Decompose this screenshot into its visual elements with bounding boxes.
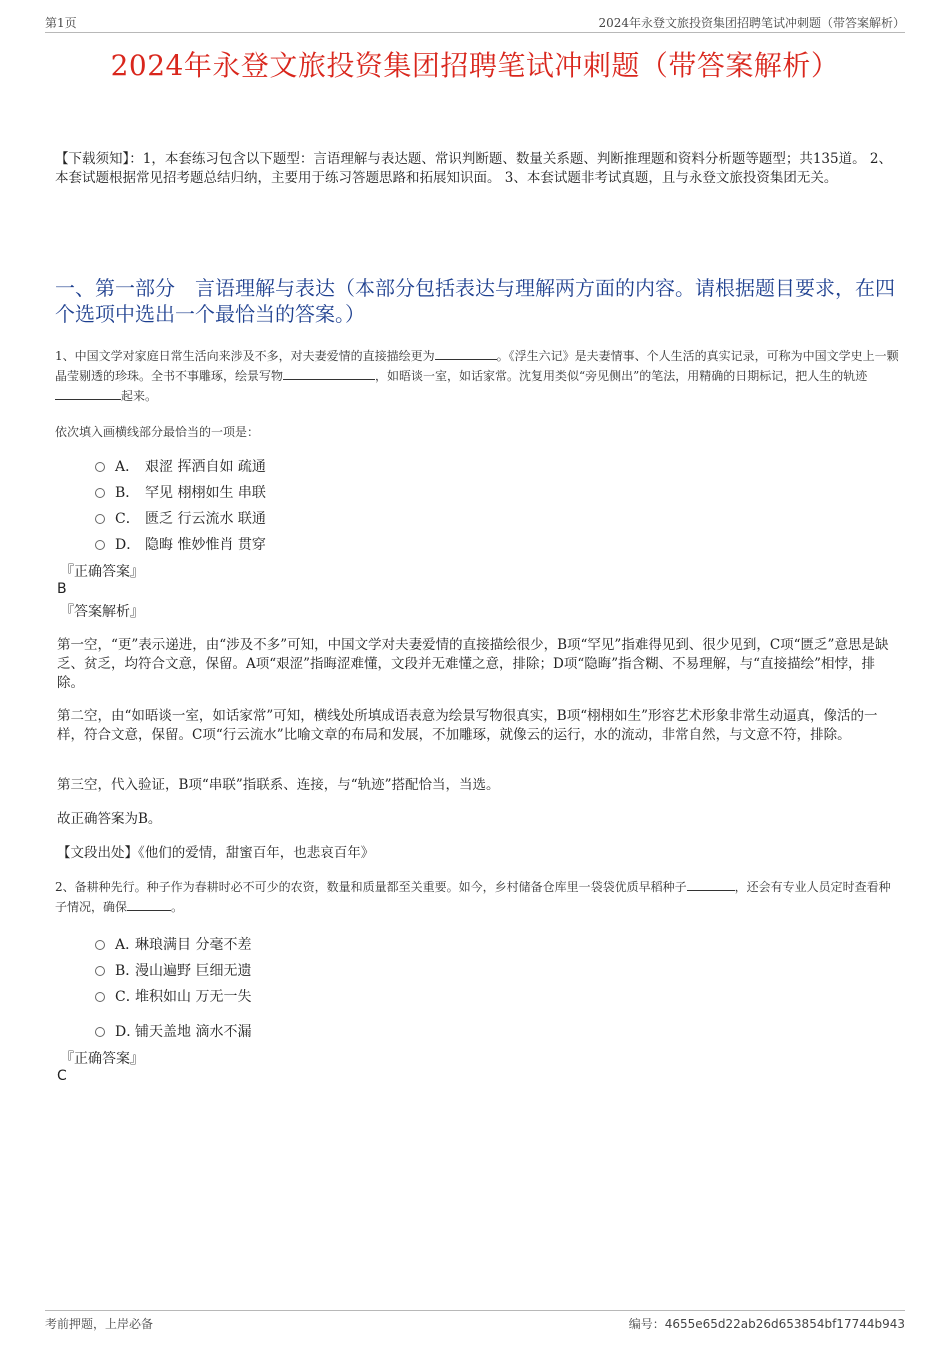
question-2-stem: 2、备耕种先行。种子作为春耕时必不可少的农资，数量和质量都至关重要。如今，乡村储备仓库里一袋袋优质早稻种子 ，还会有专业人员定时查看种子情况，确保 。	[55, 877, 900, 917]
document-title: 2024年永登文旅投资集团招聘笔试冲刺题（带答案解析）	[110, 49, 840, 82]
fill-blank	[55, 386, 121, 400]
download-notice: 【下载须知】：1，本套练习包含以下题型：言语理解与表达题、常识判断题、数量关系题、判断推理题和资料分析题等题型；共135道。 2、本套试题根据常见招考题总结归纳，主要用于练习答题思路和拓展知识面。 3、本套试题非考试真题，且与永登文旅投资集团无关。	[55, 151, 892, 186]
question-1-instruction: 依次填入画横线部分最恰当的一项是：	[55, 425, 260, 439]
radio-button[interactable]	[95, 1027, 105, 1037]
radio-button[interactable]	[95, 540, 105, 550]
fill-blank	[687, 877, 735, 891]
analysis-paragraph-1: 第一空，“更”表示递进，由“涉及不多”可知，中国文学对夫妻爱情的直接描绘很少，B项“罕见”指难得见到、很少见到，C项“匮乏”意思是缺乏、贫乏，均符合文意，保留。A项“艰涩”指晦涩难懂，文段并无难懂之意，排除；D项“隐晦”指含糊、不易理解，与“直接描绘”相悖，排除。	[57, 637, 889, 691]
correct-answer: C	[57, 1068, 67, 1084]
page-number: 第1页	[45, 16, 77, 30]
document-code: 编号：4655e65d22ab26d653854bf17744b943	[628, 1317, 905, 1331]
radio-button[interactable]	[95, 992, 105, 1002]
correct-answer: B	[57, 581, 67, 597]
analysis-conclusion: 故正确答案为B。	[57, 811, 162, 827]
question-1-stem: 1、中国文学对家庭日常生活向来涉及不多，对夫妻爱情的直接描绘更为 。《浮生六记》是夫妻情事、个人生活的真实记录，可称为中国文学史上一颗晶莹剔透的珍珠。全书不事雕琢，绘景写物 ，如晤谈一室，如话家常。沈复用类似“旁见侧出”的笔法，用精确的日期标记，把人生的轨迹起来。	[55, 346, 900, 406]
section-heading: 一、第一部分 言语理解与表达（本部分包括表达与理解两方面的内容。请根据题目要求，在四个选项中选出一个最恰当的答案。）	[55, 276, 895, 326]
running-title: 2024年永登文旅投资集团招聘笔试冲刺题（带答案解析）	[598, 16, 905, 30]
correct-answer-label: 『正确答案』	[60, 564, 144, 580]
passage-source: 【文段出处】《他们的爱情，甜蜜百年，也悲哀百年》	[57, 845, 375, 861]
radio-button[interactable]	[95, 488, 105, 498]
fill-blank	[435, 346, 497, 360]
correct-answer-label: 『正确答案』	[60, 1051, 144, 1067]
radio-button[interactable]	[95, 462, 105, 472]
analysis-paragraph-3: 第三空，代入验证，B项“串联”指联系、连接，与“轨迹”搭配恰当，当选。	[57, 777, 500, 793]
analysis-paragraph-2: 第二空，由“如晤谈一室，如话家常”可知，横线处所填成语表意为绘景写物很真实，B项“栩栩如生”形容艺术形象非常生动逼真，像活的一样，符合文意，保留。C项“行云流水”比喻文章的布局和发展，不加雕琢，就像云的运行，水的流动，非常自然，与文意不符，排除。	[57, 708, 878, 743]
fill-blank	[283, 366, 375, 380]
fill-blank	[127, 897, 171, 911]
page-header	[45, 14, 905, 33]
radio-button[interactable]	[95, 514, 105, 524]
analysis-label: 『答案解析』	[60, 604, 144, 620]
page-footer	[45, 1310, 905, 1331]
radio-button[interactable]	[95, 940, 105, 950]
footer-slogan: 考前押题，上岸必备	[45, 1317, 154, 1331]
radio-button[interactable]	[95, 966, 105, 976]
